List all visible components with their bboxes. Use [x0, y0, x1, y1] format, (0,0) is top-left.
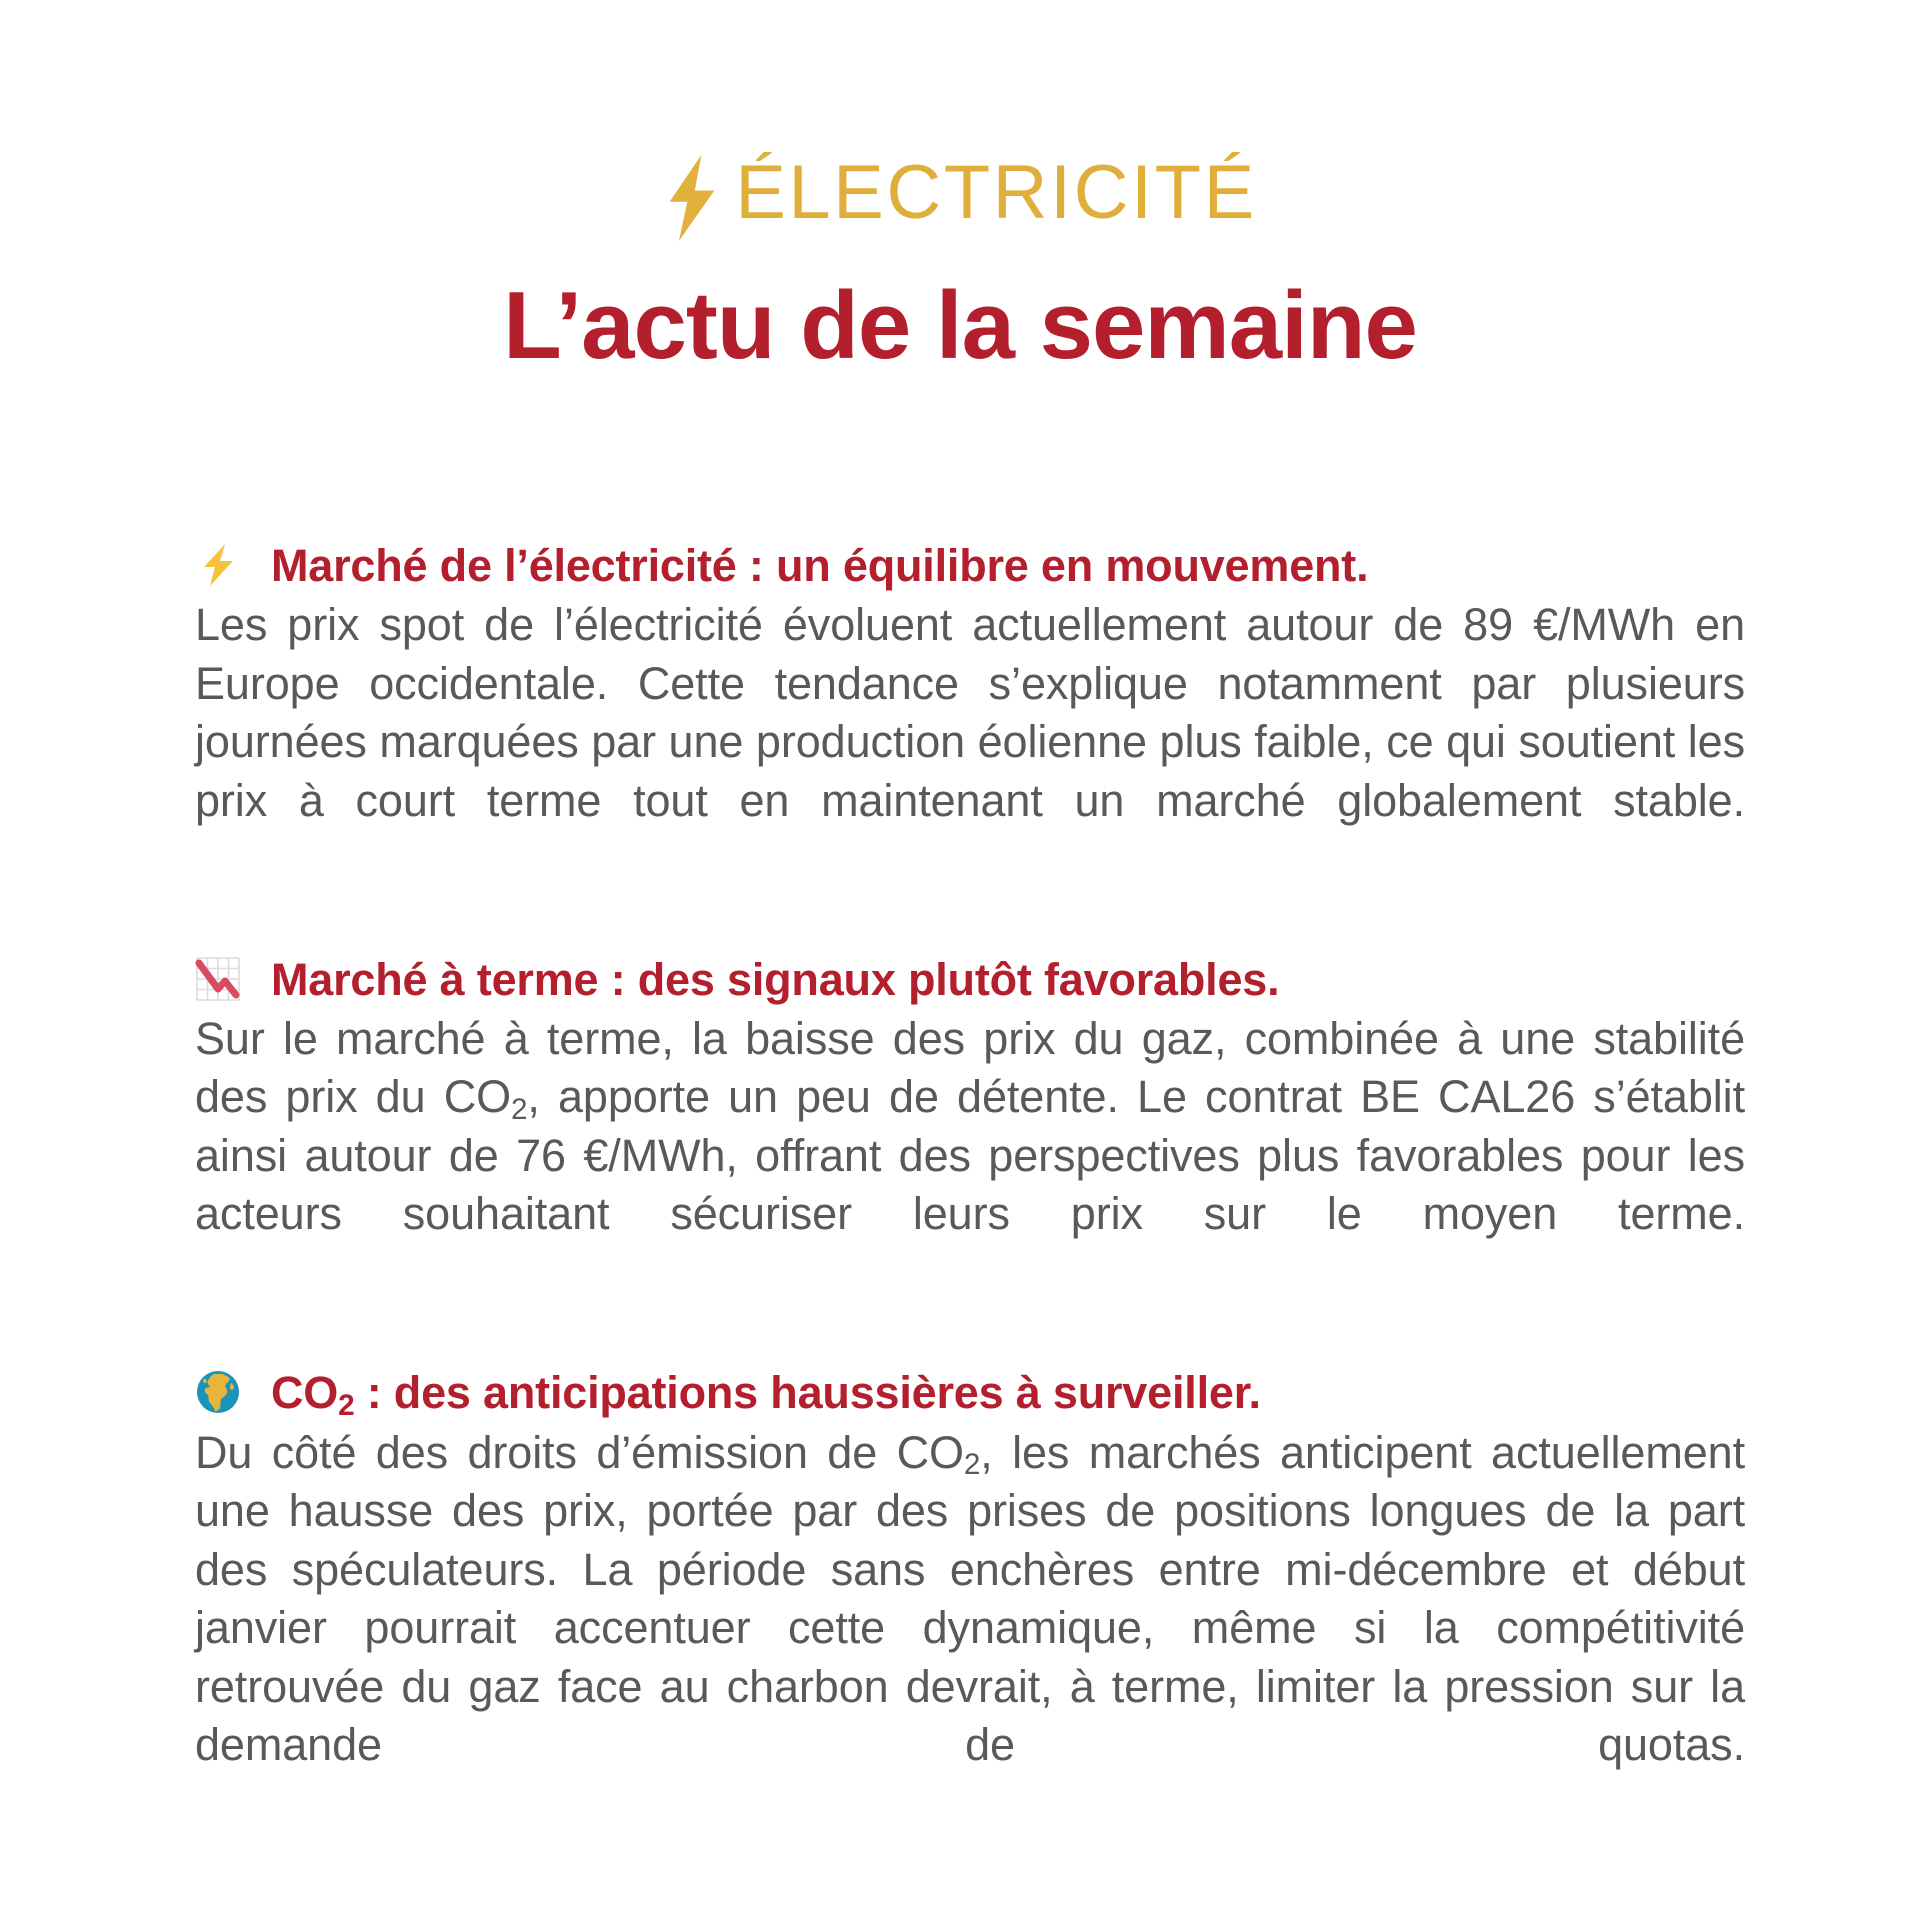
section-heading-label: Marché de l’électricité : un équilibre en mouvement.	[271, 540, 1369, 592]
page-header	[0, 0, 1920, 379]
section-marche-a-terme	[195, 953, 1745, 1303]
section-body-text: Les prix spot de l’électricité évoluent actuellement autour de 89 €/MWh en Europe occidentale. Cette tendance s’explique notamment par plusieurs journées marquées par une production éolienne plus faible, ce qui soutient les prix à court terme tout en maintenant un marché globalement stable.	[195, 599, 1745, 826]
co2-subscript: 2	[338, 1388, 355, 1422]
section-heading	[195, 1366, 1745, 1422]
section-heading-prefix: CO	[271, 1367, 339, 1419]
section-co2	[195, 1366, 1745, 1833]
high-voltage-icon	[663, 155, 721, 241]
page-title: L’actu de la semaine	[503, 272, 1417, 379]
chart-decreasing-icon	[195, 956, 241, 1002]
high-voltage-icon	[195, 542, 241, 588]
category-kicker-label: ÉLECTRICITÉ	[735, 150, 1257, 235]
section-body-text	[195, 1010, 1745, 1303]
article-content	[0, 439, 1920, 1833]
category-kicker	[663, 152, 1257, 238]
section-body-part-2: , les marchés anticipent actuellement une hausse des prix, portée par des prises de positions longues de la part des spéculateurs. La période sans enchères entre mi-décembre et début janvier pourrait accentuer cette dynamique, même si la compétitivité retrouvée du gaz face au charbon devrait, à terme, limiter la pression sur la demande de quotas.	[195, 1426, 1745, 1770]
section-body-text	[195, 1424, 1745, 1834]
section-heading-label: Marché à terme : des signaux plutôt favorables.	[271, 953, 1280, 1005]
section-body-part-2: , apporte un peu de détente. Le contrat BE CAL26 s’établit ainsi autour de 76 €/MWh, offrant des perspectives plus favorables pour les acteurs souhaitant sécuriser leurs prix sur le moyen terme.	[195, 1071, 1745, 1240]
co2-subscript: 2	[511, 1092, 528, 1126]
section-heading-label	[271, 1366, 1261, 1422]
section-heading	[195, 953, 1745, 1006]
section-body-part-1: Du côté des droits d’émission de CO	[195, 1426, 964, 1478]
globe-europe-africa-icon	[195, 1369, 241, 1415]
section-body-part-1: Sur le marché à terme, la baisse des prix du gaz, combinée à une stabilité des prix du CO	[195, 1012, 1745, 1123]
co2-subscript: 2	[963, 1448, 981, 1482]
section-heading	[195, 539, 1745, 592]
section-marche-electricite	[195, 539, 1745, 889]
section-heading-rest: : des anticipations haussières à surveiller.	[354, 1367, 1261, 1419]
